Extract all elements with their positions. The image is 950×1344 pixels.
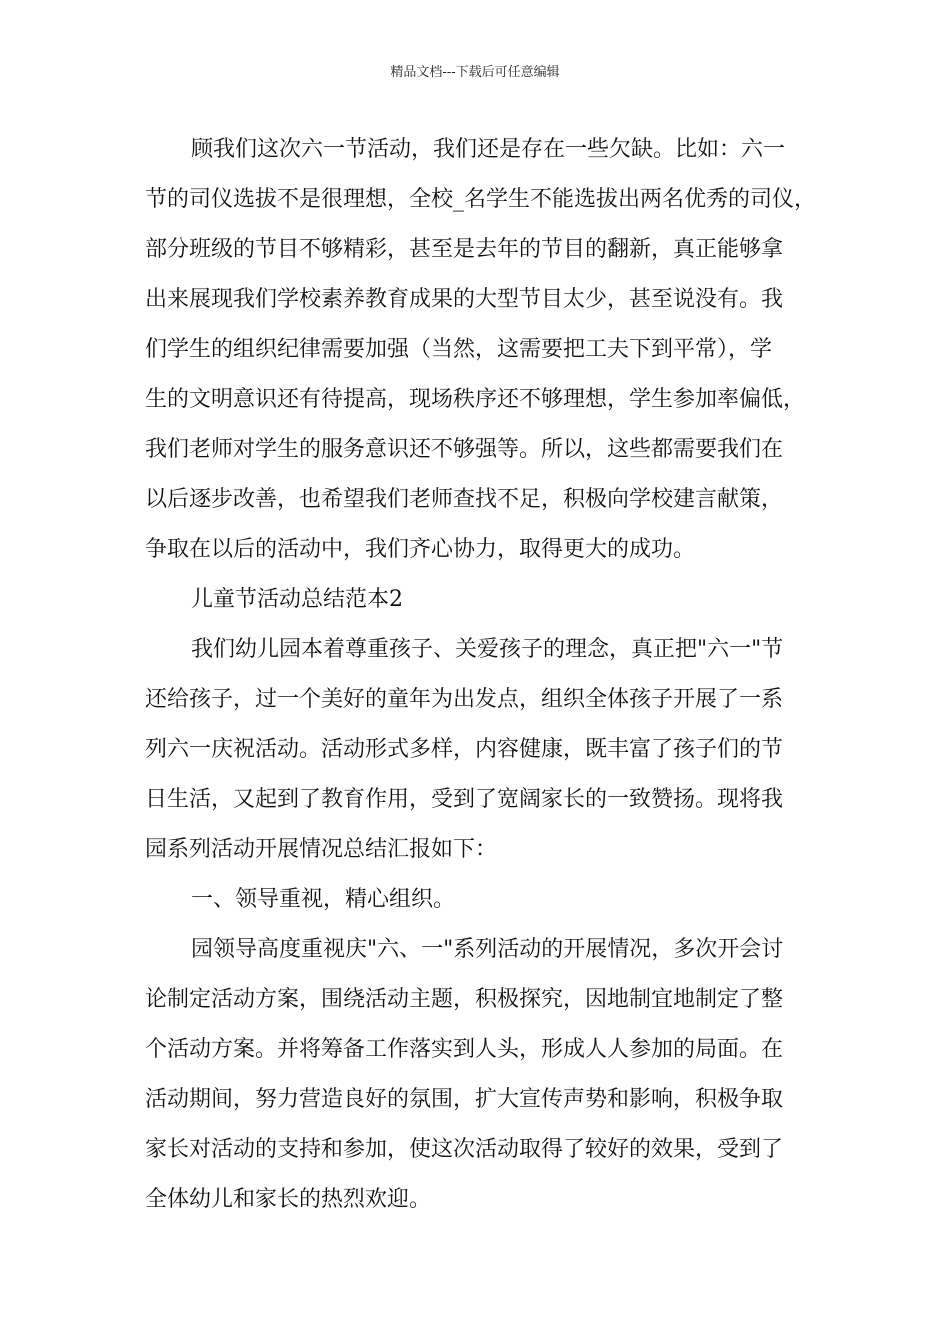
text-line: 们学生的组织纪律需要加强（当然，这需要把工夫下到平常），学 [145, 337, 773, 362]
text-line: 生的文明意识还有待提高，现场秩序还不够理想，学生参加率偏低， [145, 387, 806, 412]
subsection-heading: 一、领导重视，精心组织。 [191, 887, 456, 912]
text-line: 部分班级的节目不够精彩，甚至是去年的节目的翻新，真正能够拿 [145, 237, 784, 262]
text-line: 出来展现我们学校素养教育成果的大型节目太少，甚至说没有。我 [145, 287, 784, 312]
text-line: 还给孩子，过一个美好的童年为出发点，组织全体孩子开展了一系 [145, 687, 784, 712]
text-line: 园领导高度重视庆"六、一"系列活动的开展情况，多次开会讨 [191, 937, 784, 962]
text-line: 全体幼儿和家长的热烈欢迎。 [145, 1187, 432, 1212]
text-line: 日生活，又起到了教育作用，受到了宽阔家长的一致赞扬。现将我 [145, 787, 784, 812]
text-line: 以后逐步改善，也希望我们老师查找不足，积极向学校建言献策， [145, 487, 784, 512]
page-header: 精品文档---下载后可任意编辑 [390, 65, 560, 80]
text-line: 园系列活动开展情况总结汇报如下： [145, 837, 498, 862]
text-line: 我们幼儿园本着尊重孩子、关爱孩子的理念，真正把"六一"节 [191, 637, 784, 662]
text-line: 活动期间，努力营造良好的氛围，扩大宣传声势和影响，积极争取 [145, 1087, 784, 1112]
text-line: 节的司仪选拔不是很理想，全校_名学生不能选拔出两名优秀的司仪， [145, 187, 817, 212]
text-line: 我们老师对学生的服务意识还不够强等。所以，这些都需要我们在 [145, 437, 784, 462]
text-line: 家长对活动的支持和参加，使这次活动取得了较好的效果，受到了 [145, 1137, 784, 1162]
text-line: 列六一庆祝活动。活动形式多样，内容健康，既丰富了孩子们的节 [145, 737, 784, 762]
text-line: 论制定活动方案，围绕活动主题，积极探究，因地制宜地制定了整 [145, 987, 784, 1012]
section-heading: 儿童节活动总结范本2 [191, 587, 403, 612]
document-body [145, 125, 825, 1225]
text-line: 个活动方案。并将筹备工作落实到人头，形成人人参加的局面。在 [145, 1037, 784, 1062]
text-line: 争取在以后的活动中，我们齐心协力，取得更大的成功。 [145, 537, 696, 562]
text-line: 顾我们这次六一节活动，我们还是存在一些欠缺。比如：六一 [191, 137, 786, 162]
